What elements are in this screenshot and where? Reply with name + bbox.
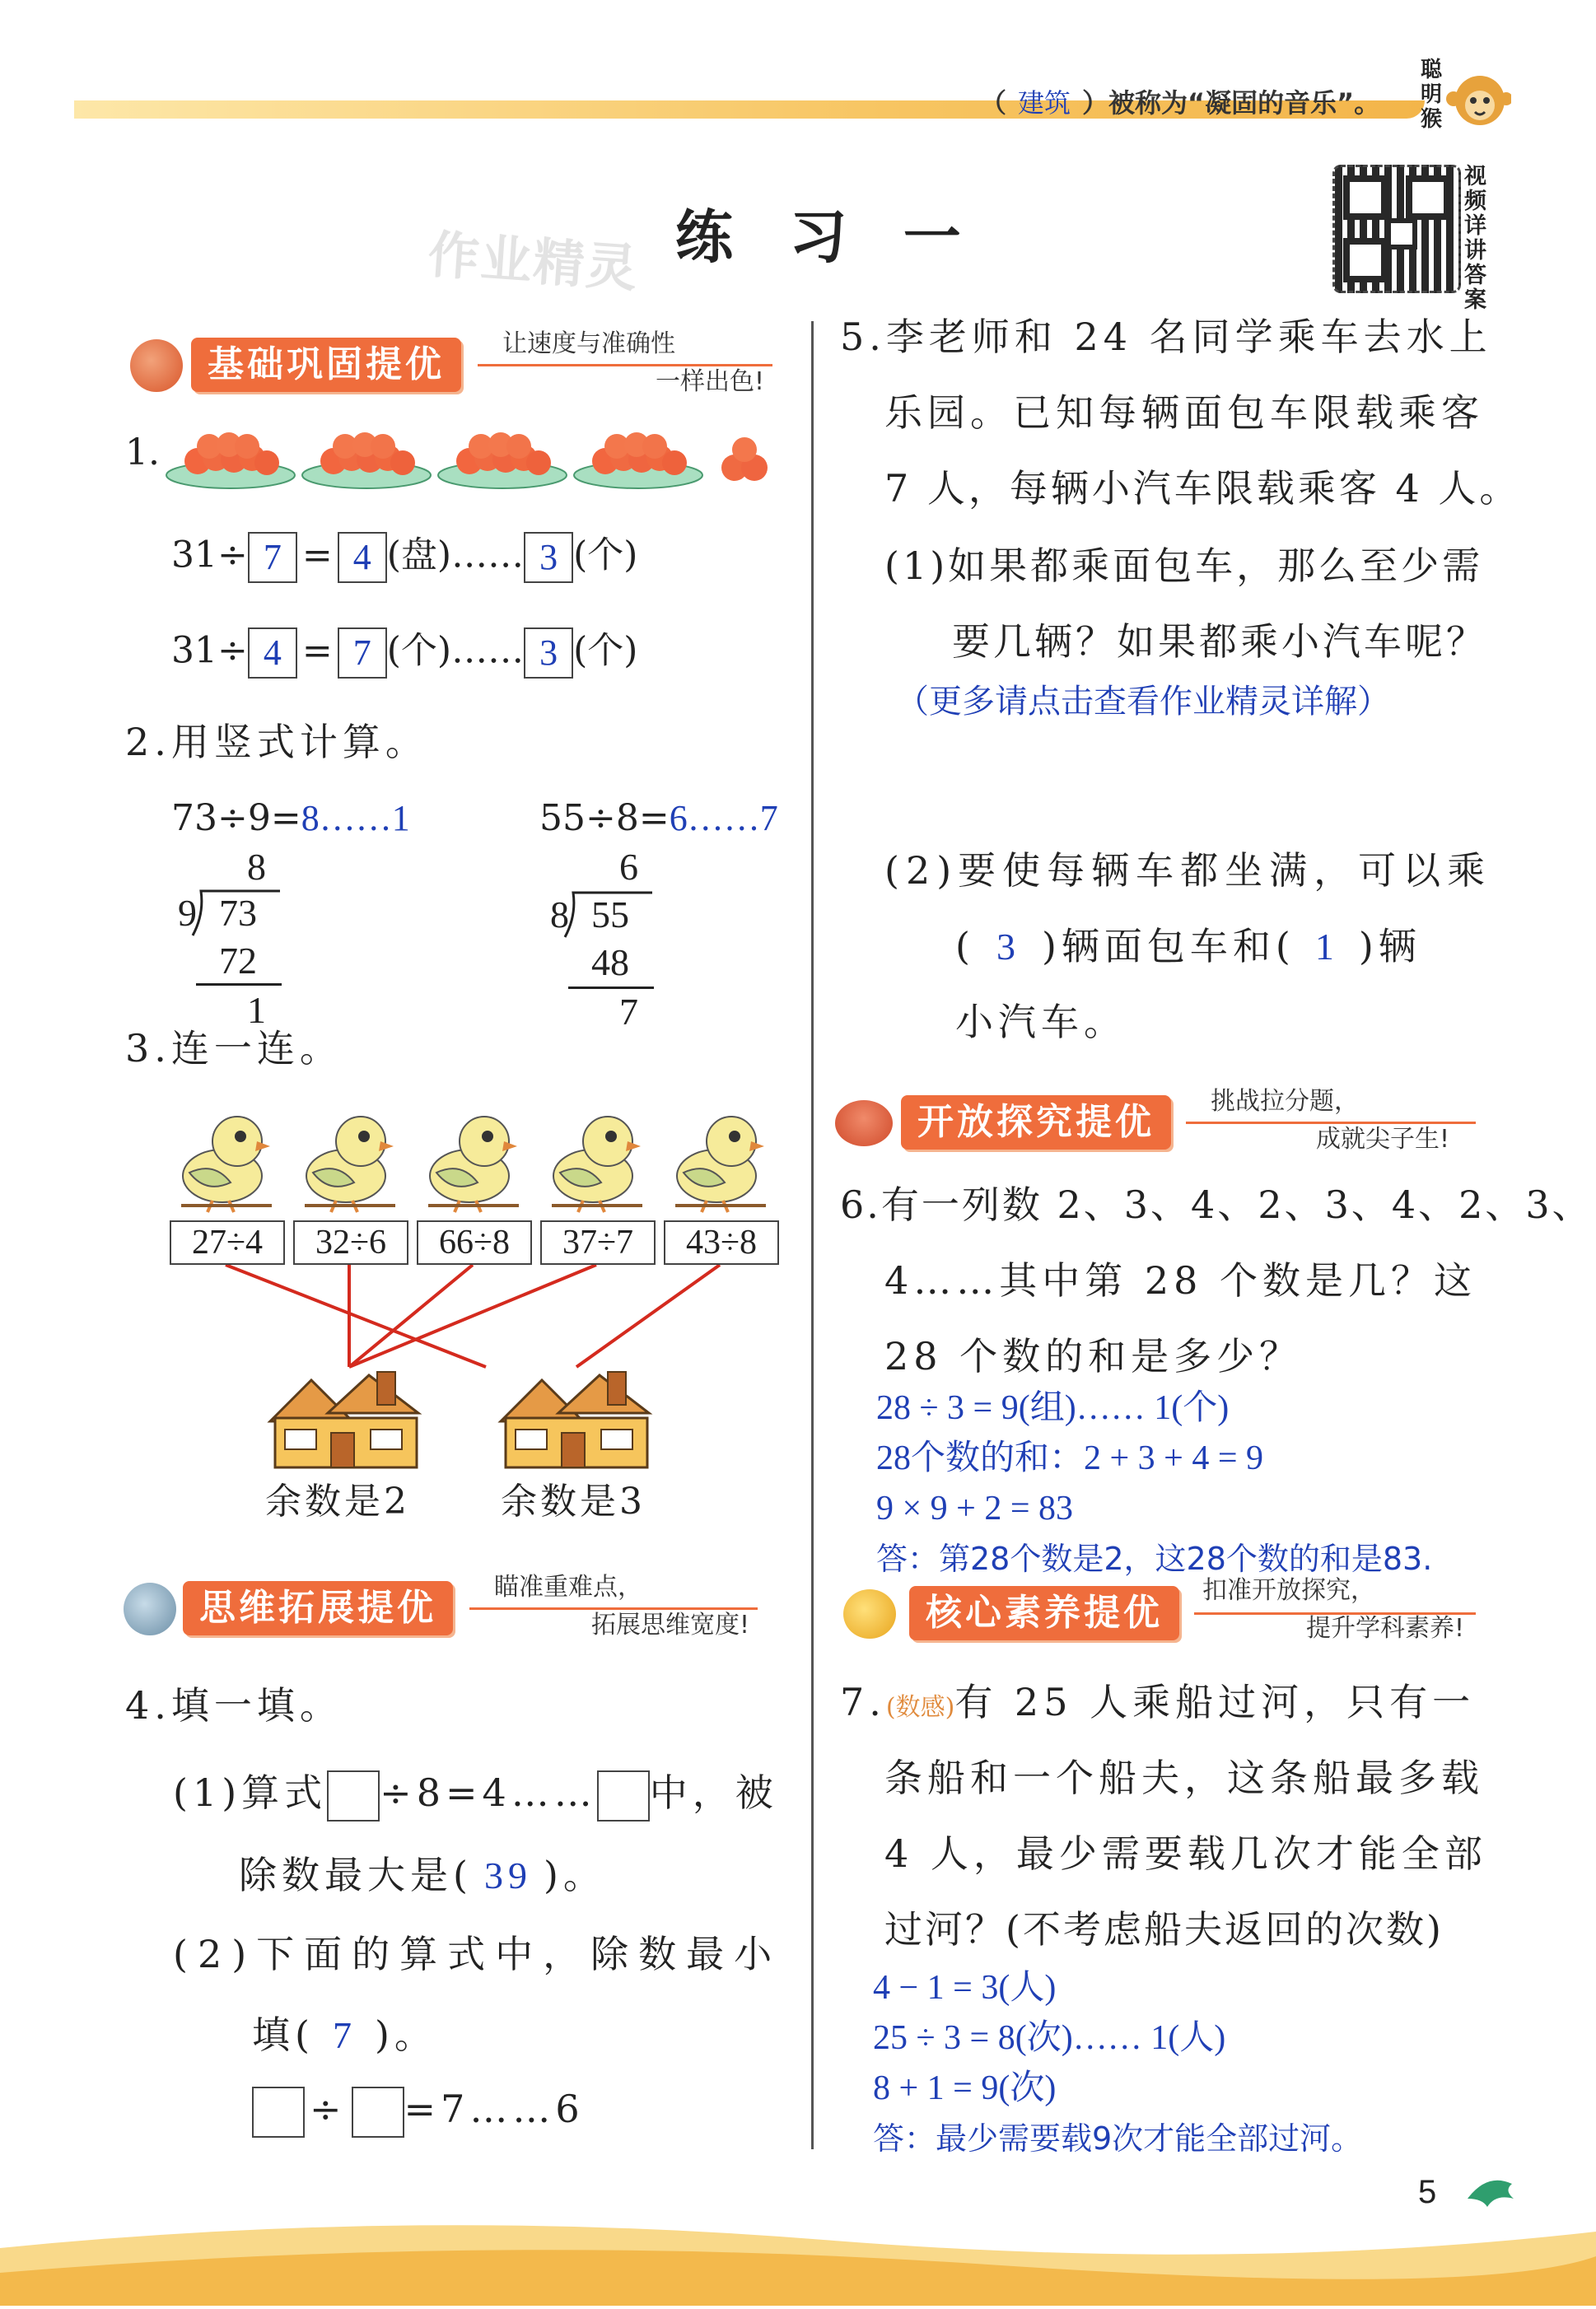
q2-right-expr: 55÷8=6……7 bbox=[539, 797, 778, 839]
q4-part2-expr: ÷ =7……6 bbox=[252, 2087, 585, 2138]
q6-line3: 28 个数的和是多少？ bbox=[884, 1334, 1303, 1378]
q7-line4: 过河？(不考虑船夫返回的次数) bbox=[884, 1907, 1444, 1952]
q2-left-expr: 73÷9=8……1 bbox=[171, 797, 410, 839]
q1-line1-box-divisor[interactable]: 7 bbox=[248, 532, 297, 583]
q3-house-2-label: 余数是3 bbox=[501, 1481, 646, 1523]
q3-card-1[interactable]: 27÷4 bbox=[170, 1220, 285, 1265]
q5-part2-line3: 小汽车。 bbox=[955, 1000, 1127, 1044]
q4-answer-2: 7 bbox=[332, 2014, 357, 2056]
q5-line3: 7 人，每辆小汽车限载乘客 4 人。 bbox=[884, 466, 1521, 511]
q2-left-long-division: 8 9 73 72 1 bbox=[173, 845, 280, 1034]
q3-house-1-label: 余数是2 bbox=[265, 1481, 410, 1523]
monkey-logo bbox=[1421, 58, 1511, 140]
q5-line2: 乐园。已知每辆面包车限载乘客 bbox=[884, 390, 1484, 435]
qr-code[interactable] bbox=[1332, 165, 1461, 293]
q5-more-link[interactable]: （更多请点击查看作业精灵详解） bbox=[896, 683, 1390, 721]
q7-line2: 条船和一个船夫，这条船最多载 bbox=[884, 1756, 1484, 1800]
q1-line2: 31÷ 4 = 7 (个)…… 3 (个) bbox=[171, 627, 637, 679]
pufferfish-icon bbox=[843, 1589, 896, 1639]
q5-part2-line2: ( 3 )辆面包车和( 1 )辆 bbox=[955, 924, 1421, 968]
q2-prompt: 2.用竖式计算。 bbox=[125, 720, 428, 764]
q3-prompt: 3.连一连。 bbox=[125, 1026, 343, 1071]
qr-caption: 视频详讲答案 bbox=[1464, 164, 1486, 313]
section-motto: 瞄准重难点， 拓展思维宽度! bbox=[494, 1573, 749, 1640]
dolphin-icon bbox=[1463, 2166, 1520, 2215]
q6-answer: 28 ÷ 3 = 9(组)…… 1(个) 28个数的和：2 + 3 + 4 = 9 9 × 9 + 2 = 83 答：第28个数是2，这28个数的和是83. bbox=[876, 1389, 1433, 1577]
q3-house-1[interactable] bbox=[262, 1364, 427, 1471]
q2-left-answer: 8……1 bbox=[301, 798, 410, 838]
q1-line2-box-quotient[interactable]: 7 bbox=[338, 627, 387, 679]
crab-icon bbox=[835, 1100, 893, 1146]
section-banner-explore: 开放探究提优 bbox=[901, 1095, 1171, 1150]
house-icon bbox=[492, 1364, 657, 1471]
q4-part1-line2: 除数最大是( 39 )。 bbox=[239, 1853, 606, 1897]
footer-wave bbox=[0, 2215, 1596, 2306]
header-answer: 建筑 bbox=[1018, 87, 1071, 119]
logo-text: 聪明猴 bbox=[1421, 58, 1443, 132]
q1-line2-box-divisor[interactable]: 4 bbox=[248, 627, 297, 679]
q5-answer-car: 1 bbox=[1314, 926, 1339, 968]
q1-line1-box-remainder[interactable]: 3 bbox=[524, 532, 573, 583]
q4-part1-line1: (1)算式 ÷8=4…… 中，被 bbox=[173, 1770, 778, 1822]
section-banner-core: 核心素养提优 bbox=[909, 1586, 1179, 1640]
q2-right-long-division: 6 8 55 48 7 bbox=[545, 845, 652, 1034]
q4-blank-divisor-2[interactable] bbox=[352, 2087, 404, 2138]
section-motto: 挑战拉分题， 成就尖子生! bbox=[1211, 1087, 1449, 1154]
column-divider bbox=[811, 321, 814, 2149]
q1-apple-plates bbox=[165, 430, 774, 496]
q6-line2: 4……其中第 28 个数是几？这 bbox=[884, 1258, 1477, 1303]
q3-connection-lines bbox=[165, 1265, 791, 1372]
q2-right-answer: 6……7 bbox=[669, 798, 778, 838]
page-title: 练 习 一 bbox=[675, 203, 979, 271]
q4-answer-1: 39 bbox=[483, 1854, 532, 1896]
q4-part2-line1: (2)下面的算式中，除数最小 bbox=[173, 1932, 782, 1976]
q7-line3: 4 人，最少需要载几次才能全部 bbox=[884, 1831, 1487, 1876]
house-icon bbox=[262, 1364, 427, 1471]
q3-card-3[interactable]: 66÷8 bbox=[417, 1220, 532, 1265]
page-number: 5 bbox=[1418, 2174, 1437, 2210]
q3-card-4[interactable]: 37÷7 bbox=[540, 1220, 656, 1265]
q4-blank-dividend-2[interactable] bbox=[252, 2087, 305, 2138]
q1-line1: 31÷ 7 = 4 (盘)…… 3 (个) bbox=[171, 532, 637, 583]
q5-part1-line1: (1)如果都乘面包车，那么至少需 bbox=[884, 543, 1484, 588]
q7-line1: 7.(数感)有 25 人乘船过河，只有一 bbox=[840, 1680, 1476, 1724]
q3-card-2[interactable]: 32÷6 bbox=[293, 1220, 408, 1265]
q5-part1-line2: 要几辆？如果都乘小汽车呢？ bbox=[952, 619, 1487, 664]
section-banner-basic: 基础巩固提优 bbox=[191, 338, 461, 392]
section-motto: 让速度与准确性 一样出色! bbox=[502, 329, 764, 396]
q5-answer-bus: 3 bbox=[996, 926, 1020, 968]
q4-prompt: 4.填一填。 bbox=[125, 1683, 343, 1728]
q3-house-2[interactable] bbox=[492, 1364, 657, 1471]
q5-line1: 5.李老师和 24 名同学乘车去水上 bbox=[840, 315, 1492, 359]
squid-icon bbox=[130, 339, 183, 392]
q7-answer: 4 − 1 = 3(人) 25 ÷ 3 = 8(次)…… 1(人) 8 + 1 = 9(次) 答：最少需要载9次才能全部过河。 bbox=[873, 1969, 1363, 2157]
q1-number: 1. bbox=[125, 431, 160, 473]
q4-blank-dividend[interactable] bbox=[327, 1770, 380, 1822]
section-banner-thinking: 思维拓展提优 bbox=[183, 1581, 453, 1635]
q3-birds bbox=[165, 1103, 782, 1219]
q4-part2-line2: 填( 7 )。 bbox=[252, 2013, 437, 2057]
q6-line1: 6.有一列数 2、3、4、2、3、4、2、3、 bbox=[840, 1182, 1593, 1227]
q3-card-5[interactable]: 43÷8 bbox=[664, 1220, 779, 1265]
q1-line1-box-quotient[interactable]: 4 bbox=[338, 532, 387, 583]
q4-blank-remainder[interactable] bbox=[597, 1770, 650, 1822]
q5-part2-line1: (2)要使每辆车都坐满，可以乘 bbox=[884, 848, 1492, 893]
q1-line2-box-remainder[interactable]: 3 bbox=[524, 627, 573, 679]
section-motto: 扣准开放探究， 提升学科素养! bbox=[1202, 1576, 1464, 1643]
header-caption: （ 建筑 ）被称为“凝固的音乐”。 bbox=[980, 87, 1381, 119]
watermark: 作业精灵 bbox=[426, 224, 641, 299]
q7-tag: (数感) bbox=[885, 1693, 955, 1722]
shark-icon bbox=[124, 1583, 176, 1635]
